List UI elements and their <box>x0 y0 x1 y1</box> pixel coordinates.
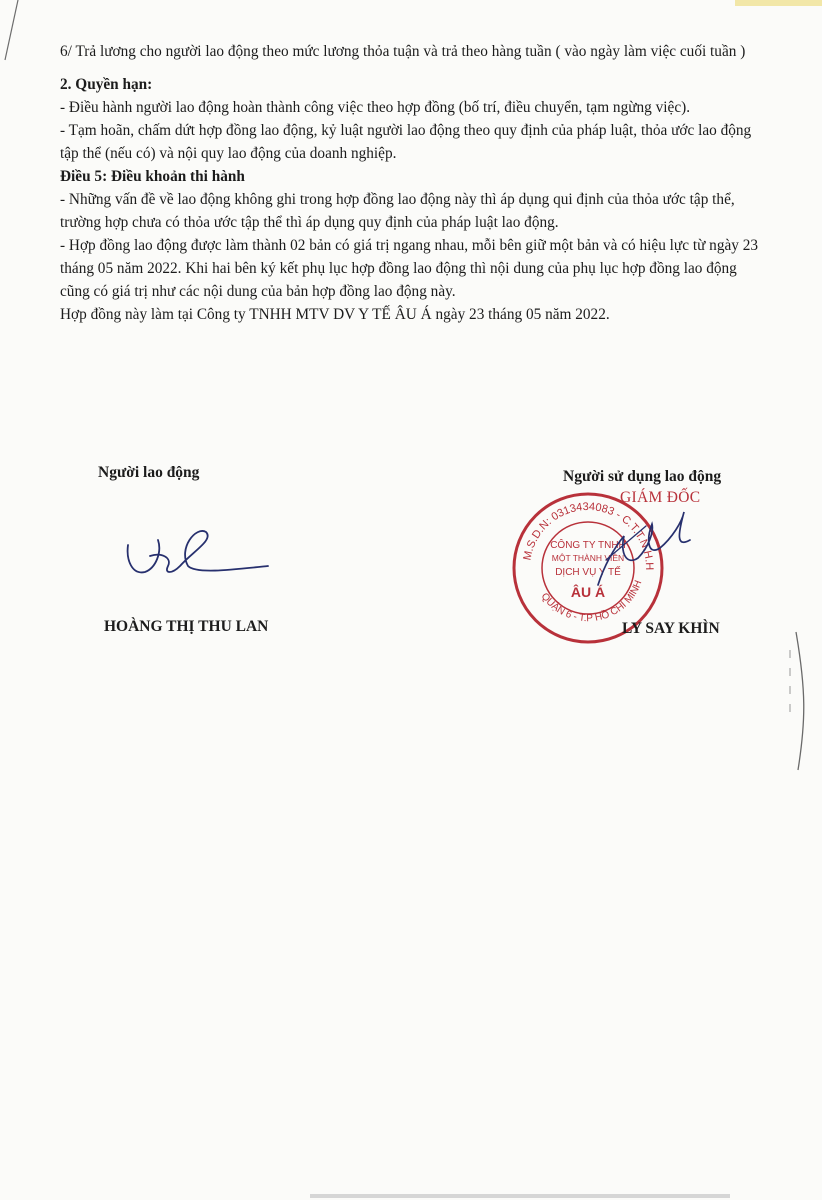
stamp-line-2: MỘT THÀNH VIÊN <box>551 553 625 563</box>
article-5-item-2: - Hợp đồng lao động được làm thành 02 bản có giá trị ngang nhau, mỗi bên giữ một bản và có hiệu lực từ ngày 23 tháng 05 năm 2022. Khi hai bên ký kết phụ lục hợp đồng lao động thì nội dung của phụ lục hợp đồng lao động cũng có giá trị như các nội dung của bản hợp đồng lao động này. <box>60 237 759 300</box>
rights-heading: 2. Quyền hạn: <box>60 76 153 93</box>
stamp-ring-text: M.S.D.N: 0313434083 - C.T.T.N.H.H <box>521 500 656 571</box>
stamp-line-1: CÔNG TY TNHH <box>550 540 626 551</box>
rights-item-1: - Điều hành người lao động hoàn thành công việc theo hợp đồng (bố trí, điều chuyển, tạm ngừng việc). <box>60 99 691 116</box>
employee-name: HOÀNG THỊ THU LAN <box>104 618 269 635</box>
stamp-line-4: ÂU Á <box>570 584 606 600</box>
rights-item-2: - Tạm hoãn, chấm dứt hợp đồng lao động, kỷ luật người lao động theo quy định của pháp luật, thỏa ước lao động tập thể (nếu có) và nội quy lao động của doanh nghiệp. <box>60 122 752 162</box>
article-5-item-1: - Những vấn đề về lao động không ghi trong hợp đồng lao động này thì áp dụng qui định của thỏa ước tập thể, trường hợp chưa có thỏa ước tập thể thì áp dụng quy định của pháp luật lao động. <box>60 191 735 231</box>
closing-statement: Hợp đồng này làm tại Công ty TNHH MTV DV Y TẾ ÂU Á ngày 23 tháng 05 năm 2022. <box>60 306 610 323</box>
employer-signature-title: Người sử dụng lao động <box>563 468 722 485</box>
employer-name: LY SAY KHÌN <box>622 620 720 637</box>
employee-signature-title: Người lao động <box>98 464 200 481</box>
stamp-line-3: DỊCH VỤ Y TẾ <box>555 567 621 578</box>
stamp-bottom-text: QUẬN 6 - T.P HỒ CHÍ MINH <box>538 578 645 625</box>
article-5-heading: Điều 5: Điều khoản thi hành <box>60 168 245 185</box>
director-role: GIÁM ĐỐC <box>620 489 701 506</box>
obligation-item-6: 6/ Trả lương cho người lao động theo mức lương thỏa tuận và trả theo hàng tuần ( vào ngày làm việc cuối tuần ) <box>60 43 746 60</box>
